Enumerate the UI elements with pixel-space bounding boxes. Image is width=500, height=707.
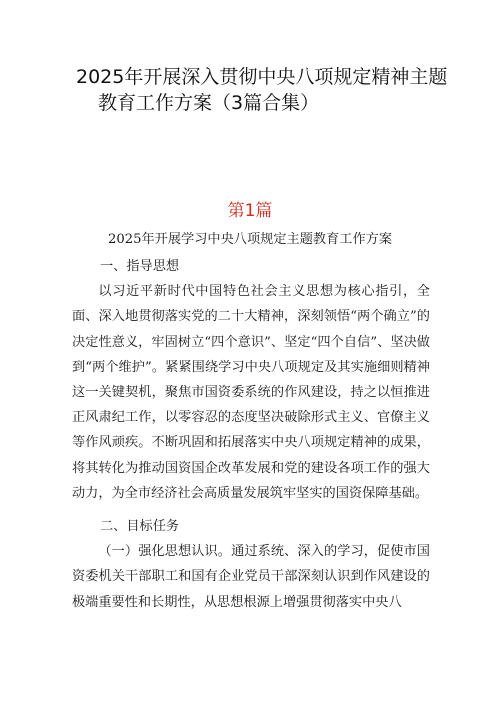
paragraph-guiding-ideology: 以习近平新时代中国特色社会主义思想为核心指引，全面、深入地贯彻落实党的二十大精神，深刻领悟“两个确立”的决定性意义，牢固树立“四个意识”、坚定“四个自信”、坚决做到“两个维护”。紧紧围绕学习中央八项规定及其实施细则精神这一关键契机，聚焦市国资委系统的作风建设，持之以恒推进正风肃纪工作，以零容忍的态度坚决破除形式主义、官僚主义等作风顽疾。不断巩固和拓展落实中央八项规定精神的成果，将其转化为推动国资国企改革发展和党的建设各项工作的强大动力，为全市经济社会高质量发展筑牢坚实的国资保障基础。	[72, 284, 430, 501]
document-title-line-1: 2025年开展深入贯彻中央八项规定精神主题	[76, 66, 448, 88]
section-heading-goals-tasks: 二、目标任务	[100, 519, 180, 535]
section-subtitle: 2025年开展学习中央八项规定主题教育工作方案	[107, 232, 393, 247]
paragraph-spacer	[72, 506, 430, 514]
part-heading: 第1篇	[227, 201, 273, 221]
section-heading-guiding-ideology: 一、指导思想	[100, 259, 180, 274]
document-title	[76, 64, 448, 116]
document-title-line-2: 教育工作方案（3篇合集）	[98, 92, 320, 114]
paragraph-goals-tasks: （一）强化思想认识。通过系统、深入的学习，促使市国资委机关干部职工和国有企业党员干部深刻认识到作风建设的极端重要性和长期性，从思想根源上增强贯彻落实中央八	[72, 544, 430, 610]
document-body	[72, 254, 430, 615]
